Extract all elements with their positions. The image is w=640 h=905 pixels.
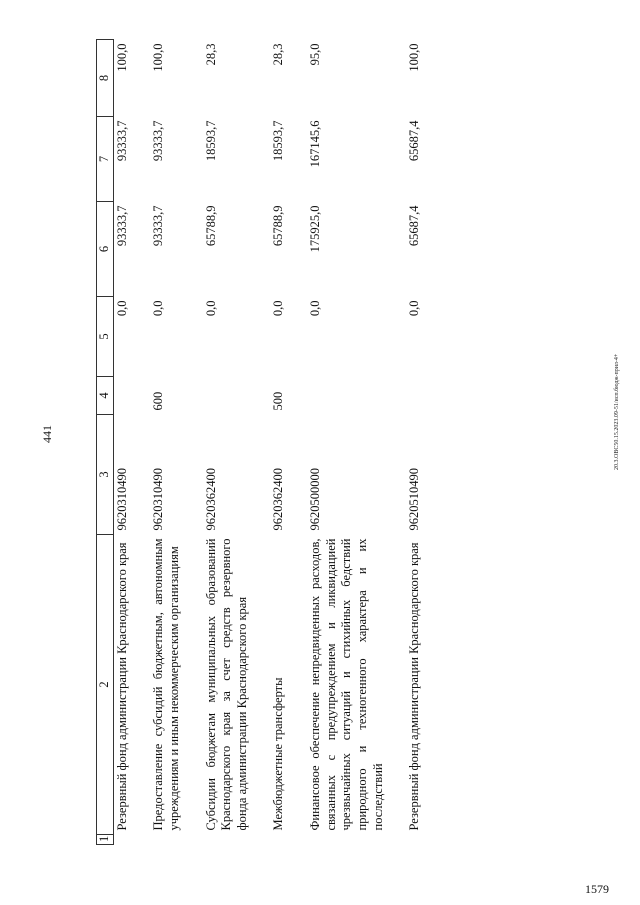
header-cell: 5 <box>97 297 114 377</box>
table-row <box>307 40 406 845</box>
row-percent: 28,3 <box>271 43 286 66</box>
row-value-col7: 18593,7 <box>271 120 286 162</box>
row-expense-type: 500 <box>271 391 286 411</box>
row-value-col7: 65687,4 <box>407 120 422 162</box>
row-value-col5: 0,0 <box>151 300 166 317</box>
header-cell: 6 <box>97 202 114 297</box>
header-cell: 8 <box>97 40 114 117</box>
row-cell-col1 <box>307 835 406 845</box>
row-value-col6: 65788,9 <box>271 205 286 247</box>
row-value-col5: 0,0 <box>114 300 129 317</box>
row-percent: 100,0 <box>407 43 422 72</box>
row-value-col6: 175925,0 <box>308 205 322 253</box>
row-value-col5: 0,0 <box>308 300 322 317</box>
row-value-col5: 0,0 <box>407 300 422 317</box>
row-expense-type <box>406 377 443 415</box>
row-target-code: 9620362400 <box>271 468 286 531</box>
row-value-col5: 0,0 <box>203 300 218 317</box>
budget-table-container <box>96 40 578 845</box>
row-expense-type <box>113 377 150 415</box>
row-value-col6: 93333,7 <box>151 205 166 247</box>
row-target-code: 9620310490 <box>114 468 129 531</box>
header-cell: 4 <box>97 377 114 415</box>
row-value-col6: 93333,7 <box>114 205 129 247</box>
row-expense-type: 600 <box>151 391 166 411</box>
row-value-col7: 93333,7 <box>151 120 166 162</box>
row-description: Предоставление субсидий бюджетным, автономным учреждениям и иным некоммерческим организациям <box>151 538 181 831</box>
row-value-col7: 18593,7 <box>203 120 218 162</box>
row-description: Резервный фонд администрации Краснодарского края <box>407 542 422 831</box>
header-cell: 1 <box>97 835 114 845</box>
row-percent: 95,0 <box>308 43 322 66</box>
row-description: Субсидии бюджетам муниципальных образований Краснодарского края за счет средств резервного фонда администрации Краснодарского края <box>203 538 249 831</box>
header-cell: 3 <box>97 415 114 535</box>
row-cell-col1 <box>150 835 202 845</box>
row-value-col7: 93333,7 <box>114 120 129 162</box>
row-expense-type <box>203 377 271 415</box>
row-expense-type <box>307 377 406 415</box>
table-header-row <box>97 40 114 845</box>
table-row <box>203 40 271 845</box>
row-description: Межбюджетные трансферты <box>271 677 286 831</box>
header-cell: 2 <box>97 535 114 835</box>
row-description: Резервный фонд администрации Краснодарского края <box>114 542 129 831</box>
row-value-col7: 167145,6 <box>308 120 322 168</box>
row-cell-col1 <box>203 835 271 845</box>
row-target-code: 9620310490 <box>151 468 166 531</box>
row-target-code: 9620500000 <box>308 468 322 531</box>
header-cell: 7 <box>97 117 114 202</box>
row-percent: 100,0 <box>114 43 129 72</box>
row-cell-col1 <box>270 835 307 845</box>
budget-table <box>96 39 443 845</box>
row-target-code: 9620362400 <box>203 468 218 531</box>
row-value-col5: 0,0 <box>271 300 286 317</box>
row-value-col6: 65788,9 <box>203 205 218 247</box>
row-value-col6: 65687,4 <box>407 205 422 247</box>
table-row <box>406 40 443 845</box>
table-row <box>113 40 150 845</box>
table-row <box>270 40 307 845</box>
row-cell-col1 <box>406 835 443 845</box>
row-percent: 100,0 <box>151 43 166 72</box>
page-number-top: 441 <box>40 425 54 443</box>
row-percent: 28,3 <box>203 43 218 66</box>
page-number-bottom: 1579 <box>585 882 609 896</box>
row-target-code: 9620510490 <box>407 468 422 531</box>
table-row <box>150 40 202 845</box>
row-cell-col1 <box>113 835 150 845</box>
row-description: Финансовое обеспечение непредвиденных расходов, связанных с предупреждением и ликвидацией чрезвычайных ситуаций и стихийных бедствий природного и техногенного характера и их последствий <box>308 538 385 831</box>
document-footer-code: 20.3.ОВС50.15.2023.09-51/исп.бюдж-прил-4+ <box>614 353 620 470</box>
